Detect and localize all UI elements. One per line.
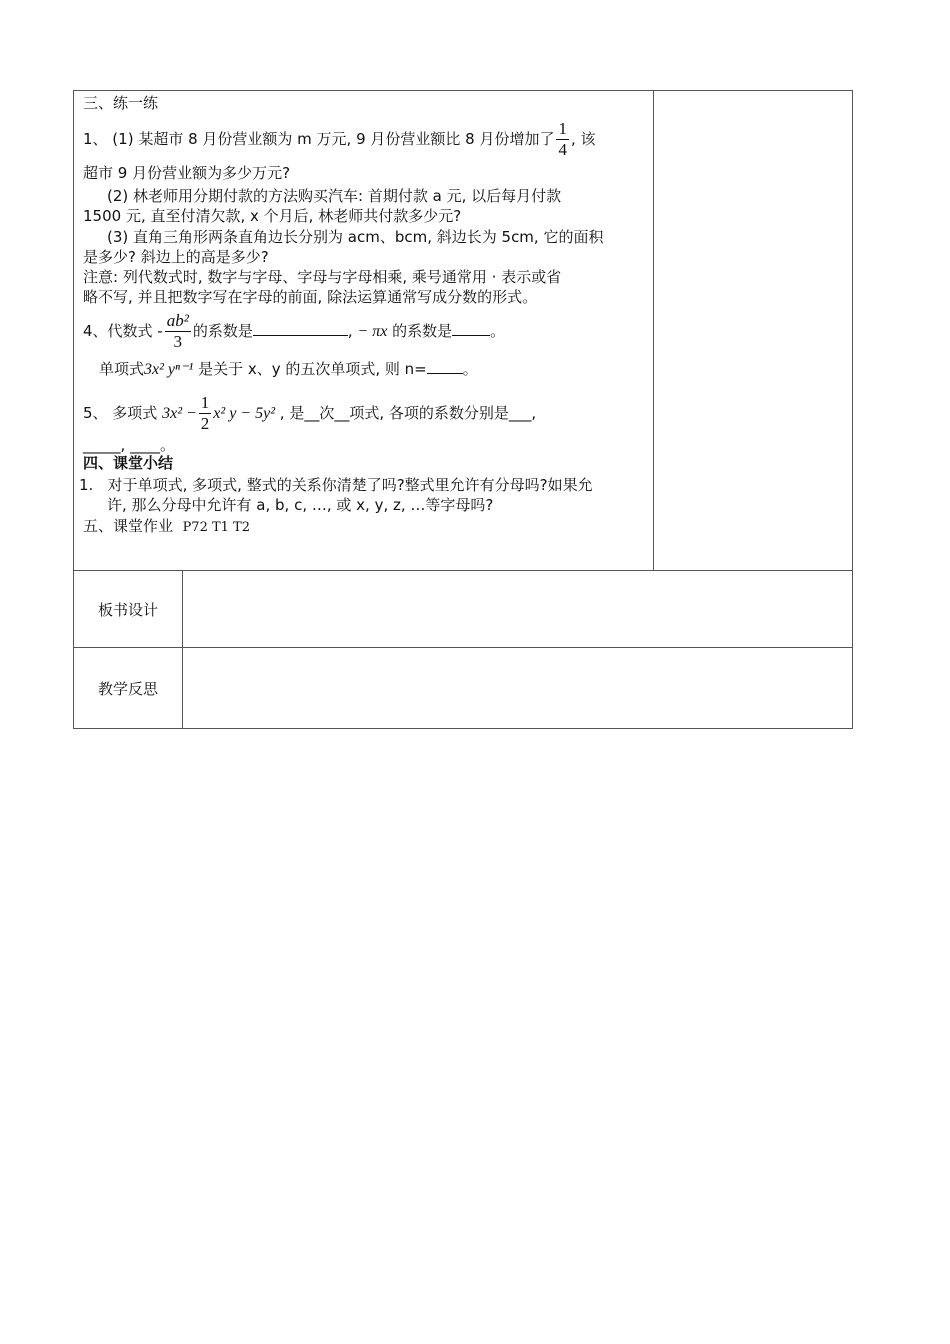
question-1-part-3-cont: 是多少? 斜边上的高是多少? [83,248,269,266]
board-design-label: 板书设计 [74,571,183,647]
section-4-title: 四、课堂小结 [83,454,174,472]
answer-blank [253,321,348,336]
question-4: 4、代数式 - $\frac{\text{ab²}}{3}$ 的系数是 , − πx 的系数是 。 [83,311,506,351]
question-5-blanks: _____, ____。 [83,436,176,454]
question-1-part-1-cont: 超市 9 月份营业额为多少万元? [83,164,291,182]
note-line-2: 略不写, 并且把数字写在字母的前面, 除法运算通常写成分数的形式。 [83,288,538,306]
answer-blank [427,359,463,374]
practice-cell [74,91,654,570]
summary-item-1-cont: 许, 那么分母中允许有 a, b, c, …, 或 x, y, z, …等字母吗? [107,496,494,514]
question-5: 5、 多项式 3x² − $\frac{1}{2}$ x² y − 5y² , 是__次__项式, 各项的系数分别是___, [83,393,537,433]
section-3-title: 三、练一练 [83,94,159,112]
note-line-1: 注意: 列代数式时, 数字与字母、字母与字母相乘, 乘号通常用 · 表示或省 [83,268,562,286]
reflection-area [183,648,852,728]
fraction-one-quarter: $\frac{1}{4}$ [558,119,567,159]
summary-item-1: 1. 对于单项式, 多项式, 整式的关系你清楚了吗?整式里允许有分母吗?如果允 [79,476,593,494]
lesson-table [73,90,853,729]
question-1-part-2-cont: 1500 元, 直至付清欠款, x 个月后, 林老师共付款多少元? [83,207,462,225]
fraction-one-half: $\frac{1}{2}$ [200,393,210,433]
board-design-area [183,571,852,647]
question-1-part-3: (3) 直角三角形两条直角边长分别为 acm、bcm, 斜边长为 5cm, 它的面积 [107,228,604,246]
answer-blank [452,321,490,336]
question-1-part-2: (2) 林老师用分期付款的方法购买汽车: 首期付款 a 元, 以后每月付款 [107,187,562,205]
question-1-part-1: 1、 (1) 某超市 8 月份营业额为 m 万元, 9 月份营业额比 8 月份增加了 $\frac{1}{4}$ , 该 [83,119,596,159]
notes-column [654,91,853,570]
monomial-question: 单项式3x² yⁿ⁻¹ 是关于 x、y 的五次单项式, 则 n= 。 [99,360,478,378]
reflection-label: 教学反思 [74,648,183,728]
section-5: 五、课堂作业 P72 T1 T2 [83,517,250,535]
fraction-ab2-over-3: $\frac{\text{ab²}}{3}$ [166,311,189,351]
